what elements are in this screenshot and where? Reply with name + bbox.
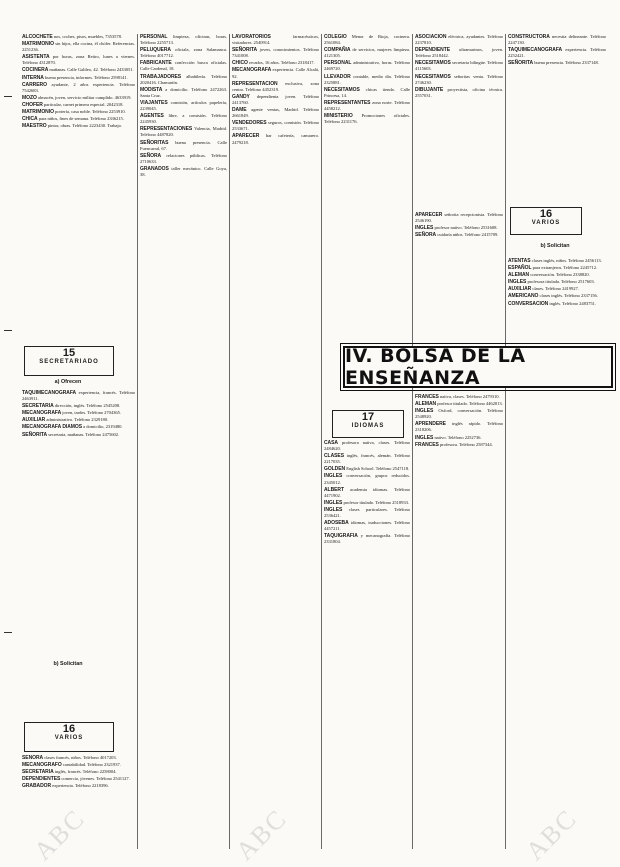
column-4 (324, 34, 410, 340)
classified-ad (22, 41, 135, 53)
ad-text: señorita recepcionista. Teléfono 2546190. (415, 212, 503, 224)
classified-ad (508, 279, 606, 285)
ad-text: dependienta joven. Teléfono 2413760. (232, 93, 319, 105)
ad-heading: AUXILIAR (22, 417, 46, 424)
ad-text: portería, casa noble. Teléfono 2253910. (55, 109, 126, 115)
ad-text: almacén, joven, servicio militar cumplido. 4633919. (37, 94, 132, 100)
classified-ad (140, 74, 227, 86)
ad-heading: CHICO (232, 60, 248, 67)
ad-heading: TAQUIMECANOGRAFA (22, 390, 77, 396)
abc-watermark: ABC (520, 803, 583, 866)
ad-heading: COLEGIO (324, 34, 347, 40)
ad-heading: SEÑORITA (508, 60, 534, 67)
ad-text: ultramarinos, joven. Teléfono 2518442. (415, 47, 503, 59)
classified-ad (508, 34, 606, 46)
ad-text: clases. Teléfono 2419927. (532, 286, 579, 292)
ad-heading: AMERICANO (508, 293, 539, 300)
ad-heading: LAVORATORIOS (232, 34, 271, 40)
ad-text: nativo. Teléfono 2252736. (434, 434, 482, 440)
ad-heading: SECRETARIA (22, 403, 54, 410)
classified-ad (324, 473, 410, 485)
ad-text: para niños, fines de semana. Teléfono 2336215. (38, 116, 124, 122)
ad-heading: ALEMAN (415, 401, 437, 408)
ad-heading: DIBUJANTE (415, 86, 444, 93)
classified-ad (508, 272, 606, 278)
ad-text: Promociones oficiales. Teléfono 2231176. (324, 113, 410, 125)
classified-ad (415, 74, 503, 86)
ad-heading: LLEVADOR (324, 73, 351, 80)
ad-heading: VIAJANTES (140, 99, 168, 106)
ad-heading: VENDEDORES (232, 120, 267, 127)
ad-text: secretaria bilingüe. Teléfono 4115603. (415, 60, 503, 72)
ad-heading: SEÑORITAS (140, 139, 169, 146)
ad-heading: SEÑORITA (232, 47, 258, 54)
ad-text: conversación. Teléfono 2338820. (530, 272, 590, 278)
ad-text: zona norte. Teléfono 4458212. (324, 99, 410, 112)
classified-ad (22, 403, 135, 409)
classified-ad (22, 776, 135, 782)
ad-text: secretaria, mañanas. Teléfono 2475602. (48, 431, 120, 437)
ad-heading: CLASES (324, 453, 344, 460)
section-header-varios-right (510, 207, 582, 235)
ad-heading: SEÑORA (140, 152, 162, 159)
classified-ad (140, 126, 227, 138)
classified-ad (324, 487, 410, 499)
ad-text: cuidaría niños. Teléfono 2415709. (437, 232, 499, 238)
section-label: VARIOS (531, 220, 561, 226)
classified-ad (140, 100, 227, 112)
ad-text: bar cafetería, camarero. 2479218. (232, 133, 319, 145)
classified-ad (22, 410, 135, 416)
classified-ad (22, 34, 135, 40)
classified-ad (22, 67, 135, 73)
column-rule (412, 34, 413, 849)
ad-text: chicas tienda. Calle Princesa, 14. (324, 86, 410, 98)
ad-text: sin hijos, ella cocina, él chófer. Referencias. 2251236. (22, 41, 135, 53)
ad-heading: ATENTAS (508, 258, 531, 264)
ad-heading: CONVERSACION (508, 300, 549, 307)
classified-ad (324, 87, 410, 99)
ad-text: necesita delineante. Teléfono 2247130. (508, 34, 606, 46)
section-number: 16 (539, 208, 553, 220)
ad-heading: TAQUIMECANOGRAFA (508, 47, 563, 54)
classified-ad (324, 520, 410, 532)
ad-text: idiomas, traducciones. Teléfono 4457211. (324, 520, 410, 532)
ad-heading: FRANCES (415, 394, 439, 400)
ad-heading: FABRICANTE (140, 60, 172, 67)
ad-text: limpieza, oficinas, horas. Teléfono 2255713. (140, 34, 227, 46)
ad-text: por horas, zona Retiro, lunes a viernes. Teléfono 4312870. (22, 54, 135, 66)
ad-heading: FRANCES (415, 441, 439, 448)
ad-heading: MECANOGRAFO (22, 762, 62, 769)
section-header-idiomas (332, 410, 404, 438)
ad-heading: ALBERT (324, 486, 344, 493)
subsection-requests: b) Solicitan (53, 661, 83, 667)
classified-ad (415, 60, 503, 72)
ad-heading: DAME (232, 107, 247, 114)
ad-heading: SEÑORA (22, 755, 44, 761)
classified-ad (22, 755, 135, 761)
ad-heading: APRENDERE (415, 421, 446, 428)
ad-text: academia idiomas. Teléfono 4471902. (324, 486, 410, 498)
classified-ad (415, 47, 503, 59)
ad-heading: PERSONAL (140, 34, 168, 40)
ad-heading: MINISTERIO (324, 113, 353, 120)
ad-text: taller mecánico. Calle Goya, 38. (140, 165, 227, 177)
ad-text: mañanas. Calle Galileo, 42. Teléfono 2433051. (49, 67, 134, 73)
classified-ad (22, 783, 135, 789)
classified-ad (324, 507, 410, 519)
ad-heading: ADOSEBA (324, 520, 349, 527)
ad-text: administrativo, horas. Teléfono 2469720. (324, 60, 410, 72)
classified-ad (22, 123, 135, 129)
classified-ad (140, 34, 227, 46)
ad-heading: CONSTRUCTORA (508, 34, 550, 40)
column-rule (137, 34, 138, 849)
ad-heading: PERSONAL (324, 60, 352, 67)
section-number: 17 (361, 411, 375, 423)
classified-ad (232, 34, 319, 46)
ad-text: de servicios, mujeres limpieza. 4121305. (324, 47, 410, 59)
classified-ad (22, 82, 135, 94)
ad-text: profesora nativa, clases. Teléfono 2484620. (324, 440, 410, 452)
ad-text: Valencia, Madrid. Teléfono 4487820. (140, 126, 227, 138)
classified-ad (140, 47, 227, 59)
ad-text: profesora titulada. Teléfono 2517603. (527, 279, 595, 285)
ad-heading: ESPAÑOL (508, 265, 532, 272)
ad-heading: COCINERA (22, 67, 49, 74)
ad-heading: INGLES (508, 279, 527, 286)
ad-heading: DEPENDIENTE (415, 47, 451, 54)
ad-heading: NECESITAMOS (324, 86, 360, 93)
column-1-lower (22, 390, 135, 655)
ad-text: profesor nativo. Teléfono 2531608. (434, 225, 498, 231)
classified-ad (508, 258, 606, 264)
ad-heading: CHOFER (22, 101, 43, 108)
ad-text: experiencia. Teléfono 2218396. (52, 783, 109, 789)
subsection-requests: b) Solicitan (540, 243, 570, 249)
ad-text: pintor, obras. Teléfono 2223430. Trabajo. (47, 123, 122, 129)
classified-ad (22, 75, 135, 81)
ad-heading: INGLES (415, 408, 434, 415)
classified-ad (415, 401, 503, 407)
section-label: IDIOMAS (351, 423, 385, 429)
section-header-secretariado (24, 346, 114, 376)
classified-ad (415, 87, 503, 99)
ad-text: clases inglés. Teléfono 2337156. (539, 293, 598, 299)
classified-ad (415, 232, 503, 238)
ad-text: eléctrica, ayudantes. Teléfono 2237810. (415, 34, 503, 46)
ad-heading: GANDY (232, 93, 250, 100)
column-2 (140, 34, 227, 849)
ad-text: Oxford, conversación. Teléfono 2548920. (415, 408, 503, 420)
ad-text: clases inglés, niños. Teléfono 2456113. (531, 258, 602, 263)
ad-heading: MODISTA (140, 86, 163, 93)
ad-heading: MOZO (22, 94, 37, 101)
classified-ad (22, 95, 135, 101)
classified-ad (22, 769, 135, 775)
ad-heading: CASA (324, 440, 338, 446)
ad-heading: CARRERO (22, 81, 47, 88)
ad-text: experiencia, francés. Teléfono 2463911. (22, 390, 135, 402)
classified-ad (140, 113, 227, 125)
column-3 (232, 34, 319, 849)
ad-heading: AGENTES (140, 113, 164, 120)
ad-text: clases francés, niños. Teléfono 4017203. (44, 755, 117, 760)
classified-ad (324, 466, 410, 472)
ad-heading: INGLES (324, 473, 343, 480)
ad-text: buena presencia. Teléfono 2337148. (534, 60, 599, 66)
ad-heading: GOLDEN (324, 466, 346, 473)
ad-text: experiencia. Teléfono 2252421. (508, 47, 606, 59)
ad-heading: MECANOGRAFA (22, 410, 62, 417)
classified-ad (324, 453, 410, 465)
column-4-lower (324, 440, 410, 850)
ad-heading: ASOCIACION (415, 34, 447, 40)
classified-ad (324, 34, 410, 46)
ad-text: joven, tardes. Teléfono 2704365. (62, 410, 122, 416)
ad-heading: NECESITAMOS (415, 73, 451, 80)
ad-text: clases particulares. Teléfono 2536421. (324, 506, 410, 519)
column-5-lower (415, 394, 503, 850)
classified-ad (232, 133, 319, 145)
ad-text: inglés, francés. Teléfono 2258004. (54, 769, 117, 775)
ad-heading: INGLES (415, 434, 434, 441)
ad-text: agente ventas, Madrid. Teléfono 2661849. (232, 107, 319, 119)
ad-heading: SECRETARIA (22, 769, 54, 776)
classified-ad (140, 87, 227, 99)
ad-heading: ALCOCHETE (22, 34, 53, 40)
ad-text: confección busca oficialas. Calle Cardenal, 18. (140, 60, 227, 72)
ad-text: buena presencia, informes. Teléfono 2598141. (44, 74, 128, 80)
classified-ad (415, 421, 503, 433)
classified-ad (415, 442, 503, 448)
classified-ad (508, 286, 606, 292)
abc-watermark: ABC (28, 803, 91, 866)
ad-heading: APARECER (415, 212, 443, 218)
ad-heading: SEÑORITA (22, 431, 48, 438)
ad-heading: MECANOGRAFA DIAMOS (22, 424, 83, 431)
ad-heading: TRABAJADORES (140, 73, 182, 80)
classified-ad (324, 74, 410, 86)
classified-ad (324, 440, 410, 452)
ad-text: inglés rápido. Teléfono 2318206. (415, 421, 503, 433)
ad-heading: REPRESENTACIONES (140, 126, 193, 133)
classified-ad (232, 107, 319, 119)
classified-ad (140, 60, 227, 72)
classified-ad (140, 166, 227, 178)
classified-ad (508, 60, 606, 66)
classified-ad (415, 212, 503, 224)
section-number: 16 (62, 723, 76, 735)
ad-text: contable, medio día. Teléfono 2325881. (324, 73, 410, 85)
ad-text: particular, carnet primera especial. 2042318. (43, 101, 124, 107)
ad-heading: ASISTENTA (22, 54, 50, 61)
ad-text: inglés. Teléfono 2483751. (549, 300, 596, 306)
column-2-lower (415, 212, 503, 340)
ad-text: conversación, grupos reducidos. 2345012. (324, 473, 410, 485)
classified-ad (232, 67, 319, 79)
ad-text: Menor de Rioja, cocinera. 2561084. (324, 34, 410, 46)
ad-heading: REPRESENTACION (232, 80, 278, 87)
ad-text: profesor titulado. Teléfono 4462013. (437, 401, 503, 407)
section-label: SECRETARIADO (39, 359, 99, 365)
banner-title: IV. BOLSA DE LA ENSEÑANZA (345, 345, 526, 389)
ad-heading: GRABADOR (22, 783, 52, 790)
ad-heading: AUXILIAR (508, 286, 532, 293)
ad-text: relaciones públicas. Teléfono 2710633. (140, 152, 227, 164)
ad-text: nos, coches, pisos, muebles, 7353578. (53, 34, 122, 39)
ad-text: nativa, clases. Teléfono 2479310. (439, 394, 500, 399)
classified-ad (22, 432, 135, 438)
ad-heading: INGLES (324, 506, 343, 513)
classified-ad (415, 34, 503, 46)
classified-ad (324, 533, 410, 545)
ad-text: joven, conocimientos. Teléfono 7341008. (232, 47, 319, 59)
ad-text: oficiala, zona Salamanca. Teléfono 4017712. (140, 47, 227, 59)
ad-heading: MAESTRO (22, 123, 47, 130)
ad-text: a domicilio, 2319480. (83, 424, 123, 430)
classified-ad (508, 265, 606, 271)
edge-mark (4, 632, 12, 633)
column-rule (229, 34, 230, 849)
ad-text: a domicilio. Teléfono 2472263. Santa Cruz. (140, 86, 227, 98)
classified-ad (22, 762, 135, 768)
ad-text: dirección, inglés. Teléfono 2545208. (54, 403, 121, 409)
ad-text: para extranjeros. Teléfono 2245712. (532, 265, 598, 271)
ad-heading: APARECER (232, 133, 260, 140)
ad-heading: INTERNA (22, 74, 44, 81)
ad-heading: DEPENDIENTES (22, 776, 61, 783)
ad-heading: TAQUIGRAFIA (324, 533, 358, 540)
ad-heading: ALEMAN (508, 272, 530, 279)
abc-watermark: ABC (230, 803, 293, 866)
ad-heading: COMPAÑIA (324, 47, 351, 54)
classified-ad (415, 225, 503, 231)
ad-heading: MATRIMONIO (22, 41, 54, 48)
ad-text: profesor titulado. Teléfono 2518933. (343, 499, 409, 505)
classified-ad (324, 47, 410, 59)
section-label: VARIOS (54, 735, 84, 741)
classified-ad (415, 394, 503, 400)
classified-ad (22, 109, 135, 115)
classified-ad (415, 408, 503, 420)
classified-ad (232, 47, 319, 59)
classified-ad (22, 417, 135, 423)
ad-text: inglés, francés, alemán. Teléfono 2217035. (324, 453, 410, 465)
classified-ad (324, 113, 410, 125)
classified-ad (508, 47, 606, 59)
column-1 (22, 34, 135, 342)
classified-ad (324, 500, 410, 506)
classified-ad (140, 153, 227, 165)
classified-ad (232, 120, 319, 132)
ad-text: comisión, artículos papelería, 2239045. (140, 99, 227, 112)
section-number: 15 (62, 347, 76, 359)
ad-text: y mecanografía. Teléfono 2331804. (324, 533, 410, 545)
classified-ad (232, 94, 319, 106)
classified-ad (22, 116, 135, 122)
classified-ad (232, 60, 319, 66)
classified-ad (232, 81, 319, 93)
column-6 (508, 34, 606, 184)
ad-heading: PELUQUERA (140, 47, 171, 54)
classified-ad (508, 301, 606, 307)
ad-text: proyectista, oficina técnica. 2557031. (415, 86, 503, 98)
ad-text: seguros, comisión. Teléfono 2533671. (232, 120, 319, 132)
ad-text: comercio, jóvenes. Teléfono 2541127. (61, 776, 130, 782)
ad-text: albañilería. Teléfono 2020416. Chamartín. (140, 73, 227, 85)
ad-text: buena presencia. Calle Fuencarral, 67. (140, 139, 227, 151)
classified-ad (22, 424, 135, 430)
ad-heading: GRANADOS (140, 165, 169, 172)
ad-text: exclusiva, zona centro. Teléfono 4452319. (232, 80, 319, 92)
classified-ad (22, 390, 135, 402)
ad-heading: NECESITAMOS (415, 60, 451, 67)
ad-heading: CHICA (22, 116, 38, 123)
classified-ad (140, 140, 227, 152)
classified-ad (415, 435, 503, 441)
ad-text: recados, 16 años. Teléfono 2318417. (248, 60, 315, 66)
classified-ad (22, 54, 135, 66)
edge-mark (4, 330, 12, 331)
ad-text: libre, a comisión. Teléfono 2245930. (140, 113, 227, 125)
ad-heading: REPRESENTANTES (324, 99, 371, 106)
edge-mark (4, 96, 12, 97)
ad-text: administrativo. Teléfono 2329180. (46, 417, 109, 423)
classified-ad (22, 102, 135, 108)
ad-text: profesora. Teléfono 2587344. (439, 441, 493, 447)
section-header-varios (24, 722, 114, 752)
column-rule (505, 34, 506, 849)
ad-heading: SEÑORA (415, 232, 437, 239)
ad-text: ayudante, 2 años experiencia. Teléfono 7542683. (22, 81, 135, 93)
ad-text: experiencia. Calle Alcalá, 92. (232, 67, 319, 79)
ad-text: farmacéuticos, visitadores. 2540914. (232, 34, 319, 46)
ad-text: señoritas venta. Teléfono 2746230. (415, 73, 503, 85)
ad-heading: MECANOGRAFA (232, 67, 272, 74)
ad-heading: MATRIMONIO (22, 109, 54, 116)
classified-ad (324, 60, 410, 72)
ad-text: English School. Teléfono 2547118. (346, 466, 410, 472)
classified-ad (508, 293, 606, 299)
subsection-offers: a) Ofrecen (54, 379, 82, 385)
column-5 (415, 34, 503, 206)
bolsa-ensenanza-banner (343, 346, 613, 388)
ad-heading: INGLES (324, 499, 343, 506)
ad-heading: INGLES (415, 225, 434, 232)
column-rule (321, 34, 322, 849)
classified-ad (324, 100, 410, 112)
ad-text: contabilidad. Teléfono 2321937. (62, 762, 121, 768)
